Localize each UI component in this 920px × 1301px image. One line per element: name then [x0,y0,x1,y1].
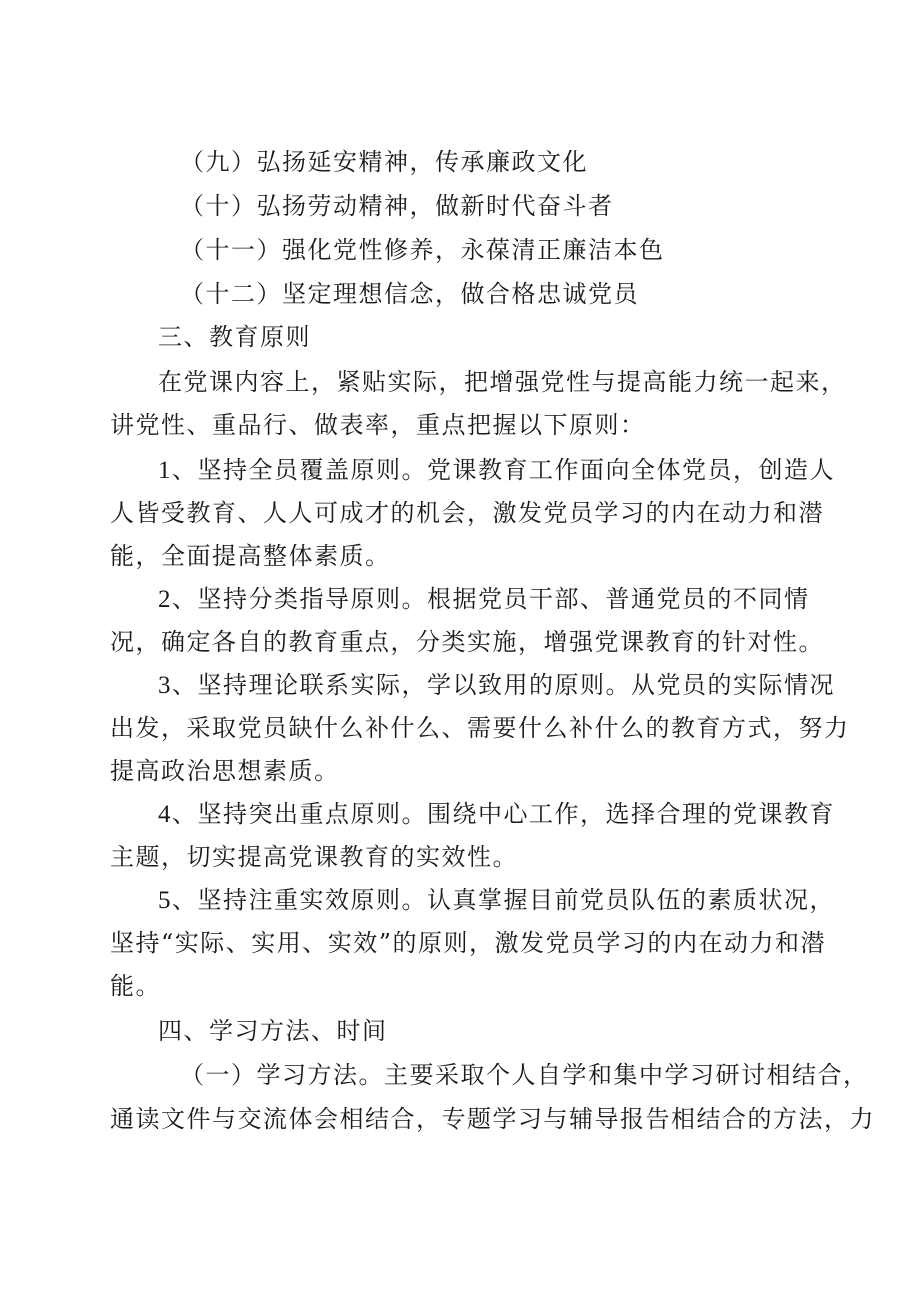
principle-number: 2 [158,586,172,613]
section-heading: 四、学习方法、时间 [158,1017,388,1045]
principle-line: 人皆受教育、人人可成才的机会，激发党员学习的内在动力和潜 [110,499,824,527]
principle-number: 4 [158,801,172,828]
principle-line: 2、坚持分类指导原则。根据党员干部、普通党员的不同情 [158,585,810,613]
principle-line: 坚持“实际、实用、实效”的原则，激发党员学习的内在动力和潜 [110,929,827,957]
principle-line: 3、坚持理论联系实际，学以致用的原则。从党员的实际情况 [158,671,835,699]
section-heading: 三、教育原则 [158,323,311,351]
list-item: （九）弘扬延安精神，传承廉政文化 [180,148,588,176]
list-item: （十一）强化党性修养，永葆清正廉洁本色 [180,236,665,264]
principle-number: 3 [158,672,172,699]
principle-line: 能。 [110,972,161,1000]
paragraph-line: 在党课内容上，紧贴实际，把增强党性与提高能力统一起来， [158,368,847,396]
principle-line: 主题，切实提高党课教育的实效性。 [110,843,518,871]
principle-line: 提高政治思想素质。 [110,757,340,785]
list-item: （十）弘扬劳动精神，做新时代奋斗者 [180,192,614,220]
principle-line: 1、坚持全员覆盖原则。党课教育工作面向全体党员，创造人 [158,456,835,484]
principle-number: 5 [158,887,172,914]
list-item: （十二）坚定理想信念，做合格忠诚党员 [180,280,639,308]
paragraph-line: 通读文件与交流体会相结合，专题学习与辅导报告相结合的方法，力 [110,1105,875,1133]
principle-line: 5、坚持注重实效原则。认真掌握目前党员队伍的素质状况， [158,886,835,914]
paragraph-line: （一）学习方法。主要采取个人自学和集中学习研讨相结合， [180,1061,869,1089]
paragraph-line: 讲党性、重品行、做表率，重点把握以下原则： [110,411,646,439]
principle-line: 4、坚持突出重点原则。围绕中心工作，选择合理的党课教育 [158,800,835,828]
principle-line: 出发，采取党员缺什么补什么、需要什么补什么的教育方式，努力 [110,714,850,742]
principle-line: 况，确定各自的教育重点，分类实施，增强党课教育的针对性。 [110,628,824,656]
principle-number: 1 [158,457,172,484]
principle-line: 能，全面提高整体素质。 [110,542,391,570]
